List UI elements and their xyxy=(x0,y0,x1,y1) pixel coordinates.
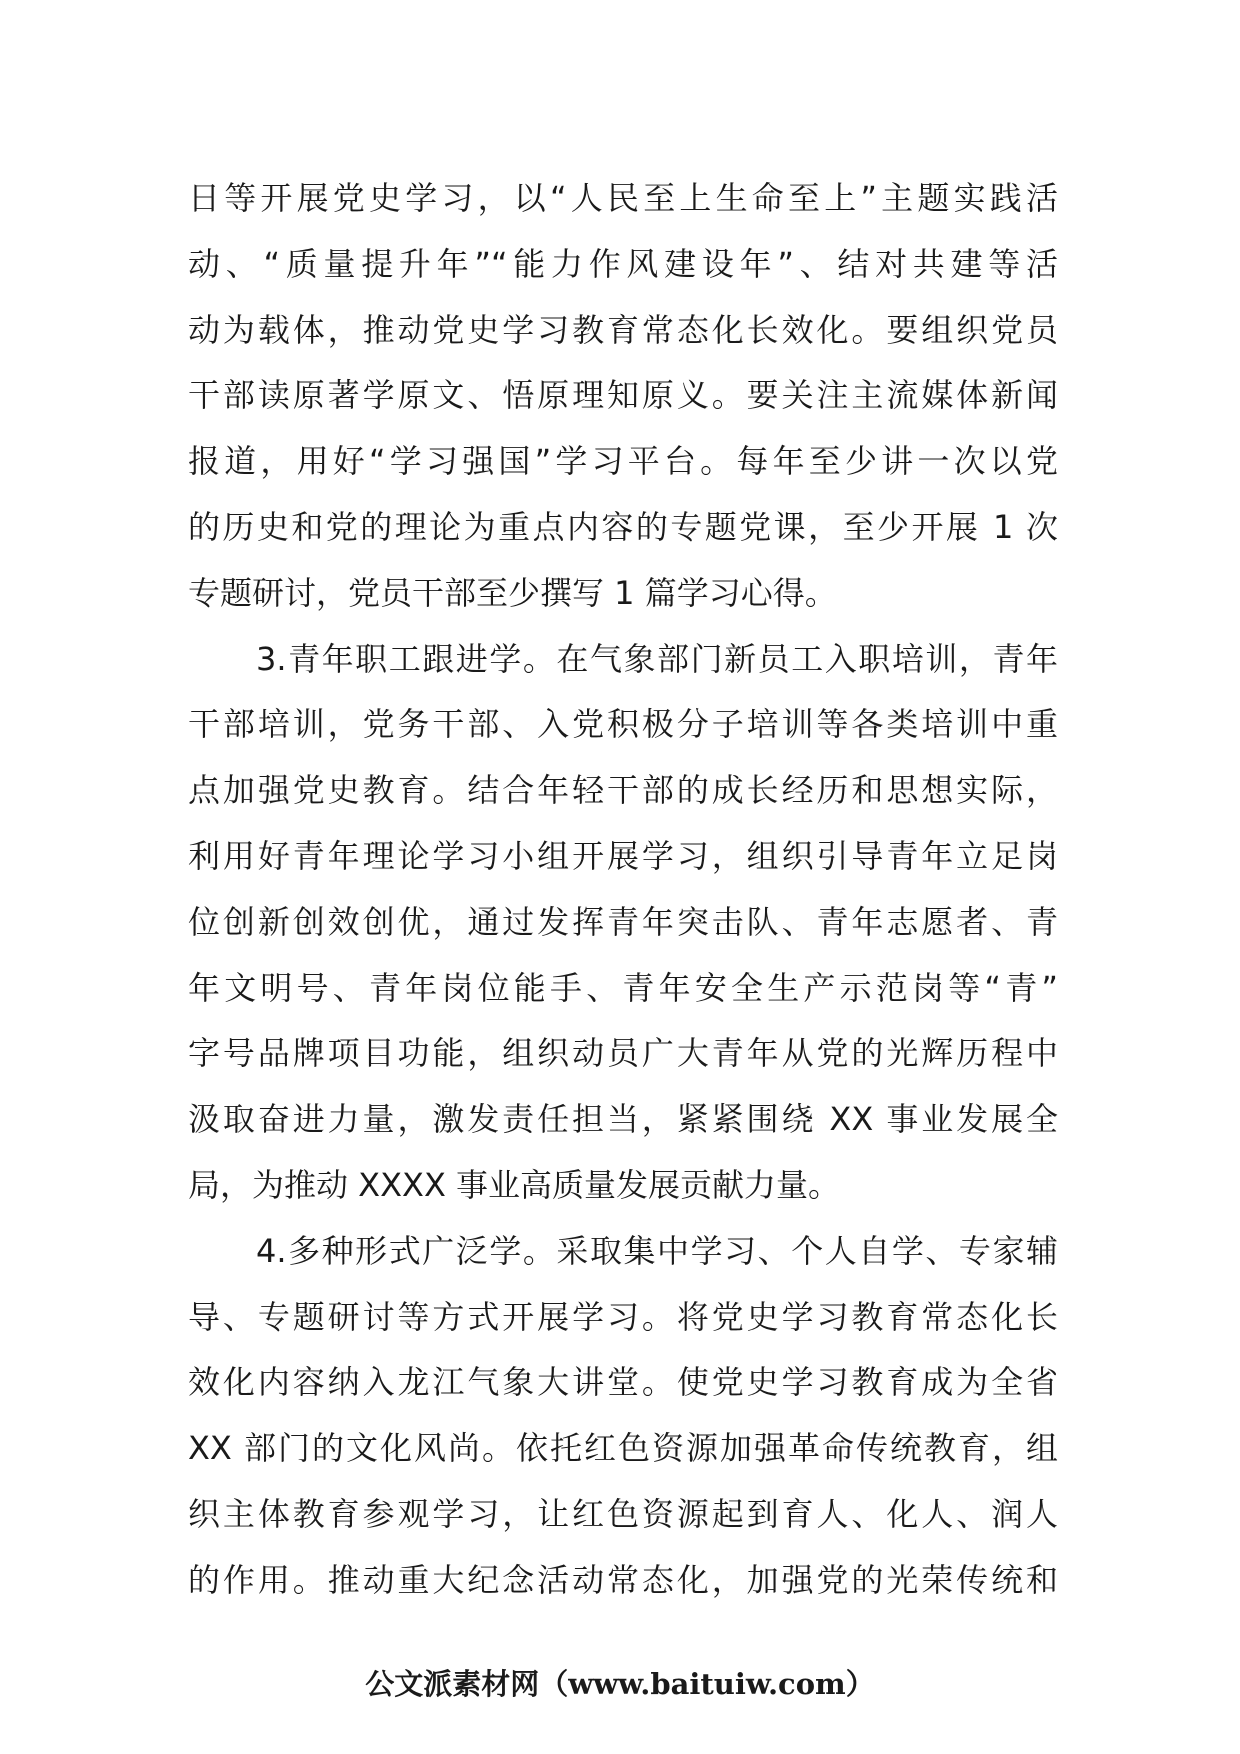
paragraph-start-line: 4.多种形式广泛学。采取集中学习、个人自学、专家辅 xyxy=(256,1231,1058,1270)
text-line: 专题研讨，党员干部至少撰写 1 篇学习心得。 xyxy=(188,573,837,612)
text-line: 的作用。推动重大纪念活动常态化，加强党的光荣传统和 xyxy=(188,1560,1058,1599)
text-line: 局，为推动 XXXX 事业高质量发展贡献力量。 xyxy=(188,1165,841,1204)
text-line: 点加强党史教育。结合年轻干部的成长经历和思想实际， xyxy=(188,771,1058,810)
text-line: 干部培训，党务干部、入党积极分子培训等各类培训中重 xyxy=(188,705,1058,744)
text-line: 导、专题研讨等方式开展学习。将党史学习教育常态化长 xyxy=(188,1297,1058,1336)
footer-watermark: 公文派素材网（www.baituiw.com） xyxy=(365,1667,875,1701)
paragraph-start-line: 3.青年职工跟进学。在气象部门新员工入职培训，青年 xyxy=(256,639,1058,678)
text-line: 年文明号、青年岗位能手、青年安全生产示范岗等“青” xyxy=(188,968,1058,1007)
text-line: 位创新创效创优，通过发挥青年突击队、青年志愿者、青 xyxy=(188,902,1058,941)
text-line: 织主体教育参观学习，让红色资源起到育人、化人、润人 xyxy=(188,1494,1058,1533)
text-line: 利用好青年理论学习小组开展学习，组织引导青年立足岗 xyxy=(188,836,1058,875)
text-line: 效化内容纳入龙江气象大讲堂。使党史学习教育成为全省 xyxy=(188,1363,1058,1402)
text-line: 报道，用好“学习强国”学习平台。每年至少讲一次以党 xyxy=(188,442,1058,481)
text-line: 字号品牌项目功能，组织动员广大青年从党的光辉历程中 xyxy=(188,1034,1058,1073)
body-text xyxy=(188,166,1058,1614)
text-line: 日等开展党史学习，以“人民至上生命至上”主题实践活 xyxy=(188,179,1058,217)
text-line: 动为载体，推动党史学习教育常态化长效化。要组织党员 xyxy=(188,310,1058,349)
text-line: XX 部门的文化风尚。依托红色资源加强革命传统教育，组 xyxy=(188,1429,1058,1468)
text-line: 动、“质量提升年”“能力作风建设年”、结对共建等活 xyxy=(188,244,1058,283)
text-line: 的历史和党的理论为重点内容的专题党课，至少开展 1 次 xyxy=(188,507,1058,546)
text-line: 汲取奋进力量，激发责任担当，紧紧围绕 XX 事业发展全 xyxy=(188,1100,1058,1139)
text-line: 干部读原著学原文、悟原理知原义。要关注主流媒体新闻 xyxy=(188,376,1058,415)
